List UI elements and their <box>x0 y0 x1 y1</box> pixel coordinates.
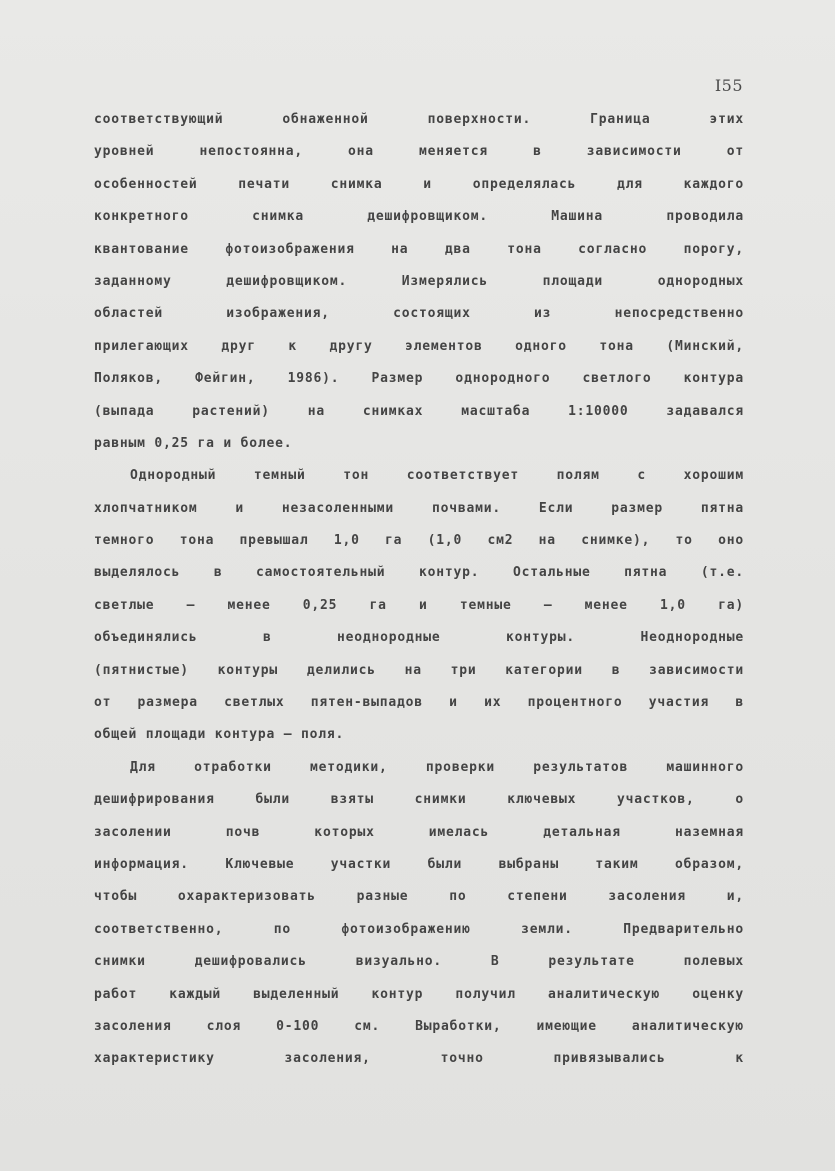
text-line: конкретного снимка дешифровщиком. Машина проводила <box>94 209 744 225</box>
text-line: характеристику засоления, точно привязывались к <box>94 1051 744 1067</box>
text-line: заданному дешифровщиком. Измерялись площади однородных <box>94 273 744 289</box>
text-line: хлопчатником и незасоленными почвами. Если размер пятна <box>94 500 744 516</box>
text-line: Для отработки методики, проверки результатов машинного <box>130 759 744 775</box>
text-line: снимки дешифровались визуально. В результате полевых <box>94 954 744 970</box>
text-line: соответствующий обнаженной поверхности. Граница этих <box>94 112 744 127</box>
text-line: выделялось в самостоятельный контур. Остальные пятна (т.е. <box>94 565 744 581</box>
text-line: особенностей печати снимка и определялась для каждого <box>94 176 744 192</box>
text-line: уровней непостоянна, она меняется в зависимости от <box>94 144 744 160</box>
text-line: соответственно, по фотоизображению земли. Предварительно <box>94 921 744 937</box>
text-line: темного тона превышал 1,0 га (1,0 см2 на снимке), то оно <box>94 533 744 549</box>
paragraph-3 <box>94 752 744 1076</box>
text-line: чтобы охарактеризовать разные по степени засоления и, <box>94 889 744 905</box>
text-line: работ каждый выделенный контур получил аналитическую оценку <box>94 986 744 1002</box>
text-line: областей изображения, состоящих из непосредственно <box>94 306 744 322</box>
text-line: дешифрирования были взяты снимки ключевых участков, о <box>94 792 744 808</box>
text-line: прилегающих друг к другу элементов одного тона (Минский, <box>94 338 744 354</box>
text-line: равным 0,25 га и более. <box>94 435 293 451</box>
text-line: Поляков, Фейгин, 1986). Размер однородного светлого контура <box>94 371 744 387</box>
page-number: I55 <box>714 76 743 95</box>
text-line: объединялись в неоднородные контуры. Неоднородные <box>94 630 744 646</box>
text-line: (выпада растений) на снимках масштаба 1:10000 задавался <box>94 403 744 419</box>
text-line: засолении почв которых имелась детальная наземная <box>94 824 744 840</box>
body-text <box>94 104 744 1076</box>
text-line: засоления слоя 0-100 см. Выработки, имеющие аналитическую <box>94 1018 744 1034</box>
paragraph-1 <box>94 104 744 460</box>
text-line: квантование фотоизображения на два тона согласно порогу, <box>94 241 744 257</box>
text-line: общей площади контура – поля. <box>94 727 345 743</box>
text-line: от размера светлых пятен-выпадов и их процентного участия в <box>94 695 744 711</box>
text-line: светлые – менее 0,25 га и темные – менее 1,0 га) <box>94 597 744 613</box>
text-line: Однородный темный тон соответствует полям с хорошим <box>130 468 744 484</box>
text-line: (пятнистые) контуры делились на три категории в зависимости <box>94 662 744 678</box>
text-line: информация. Ключевые участки были выбраны таким образом, <box>94 856 744 872</box>
paragraph-2 <box>94 460 744 752</box>
